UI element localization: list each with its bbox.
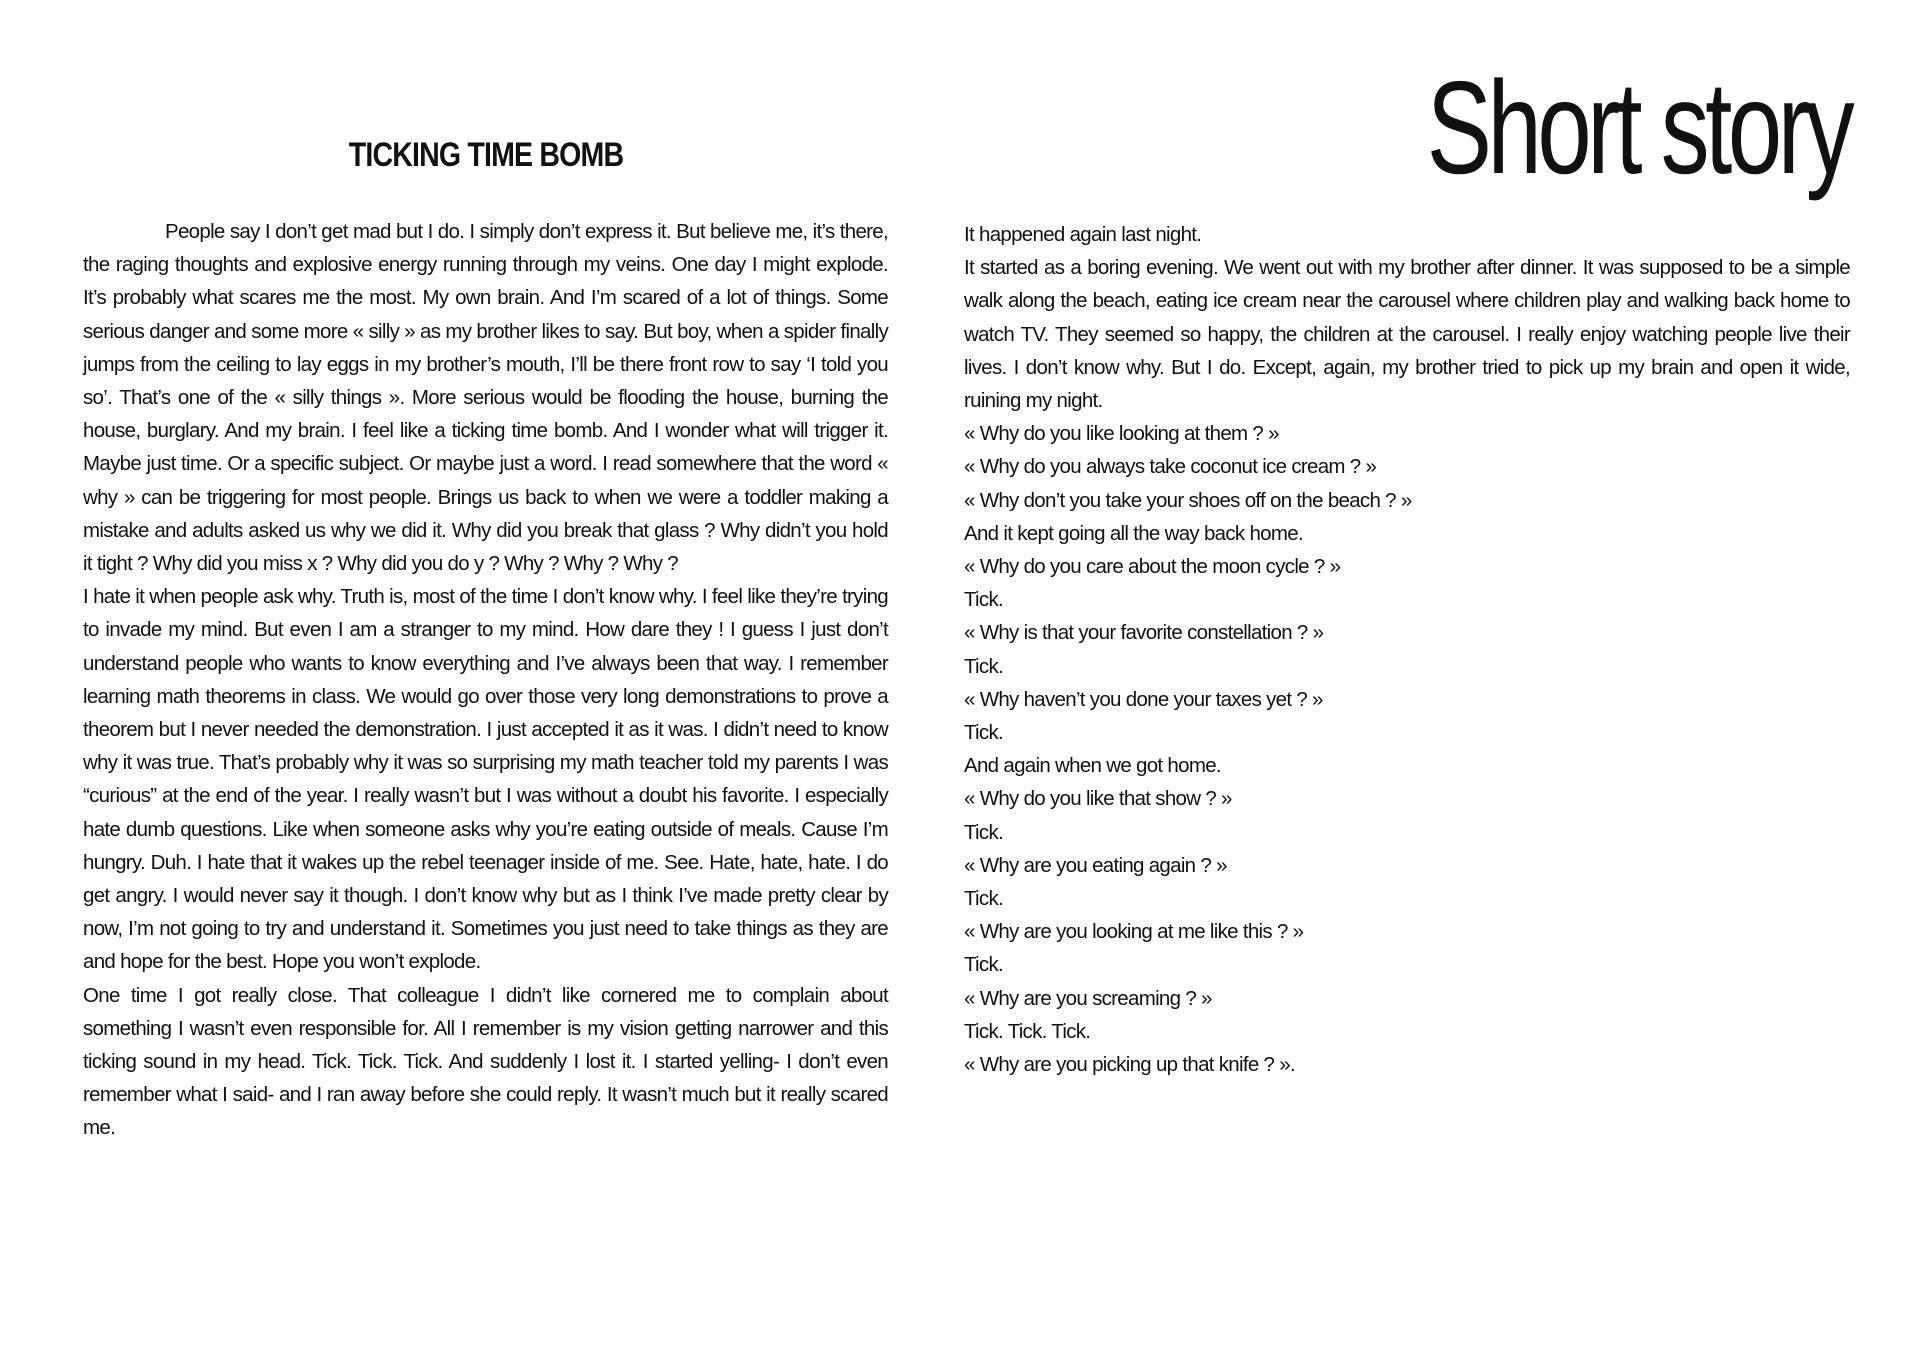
dialogue-line: « Why are you eating again ? » (964, 853, 1227, 877)
tick-line: Tick. (964, 588, 1004, 612)
dialogue-line: « Why haven’t you done your taxes yet ? » (964, 687, 1323, 711)
story-title: TICKING TIME BOMB (348, 136, 624, 174)
dialogue-line: « Why do you care about the moon cycle ? » (964, 555, 1341, 579)
story-paragraph: I hate it when people ask why. Truth is, most of the time I don’t know why. I feel like they’re trying to invade my mind. But even I am a stranger to my mind. How dare they ! I guess I just don’t understand people who wants to know everything and I’ve always been that way. I remember learning math theorems in class. We would go over those very long demonstrations to prove a theorem but I never needed the demonstration. I just accepted it as it was. I didn’t need to know why it was true. That’s probably why it was so surprising my math teacher told my parents I was “curious” at the end of the year. I really wasn’t but I was without a doubt his favorite. I especially hate dumb questions. Like when someone asks why you’re eating outside of meals. Cause I’m hungry. Duh. I hate that it wakes up the rebel teenager inside of me. See. Hate, hate, hate. I do get angry. I would never say it though. I don’t know why but as I think I’ve made pretty clear by now, I’m not going to try and understand it. Sometimes you just need to take things as they are and hope for the best. Hope you won’t explode. (83, 585, 888, 974)
tick-line: Tick. Tick. Tick. (964, 1019, 1091, 1043)
story-line: And it kept going all the way back home. (964, 521, 1303, 545)
tick-line: Tick. (964, 820, 1004, 844)
tick-line: Tick. (964, 887, 1004, 911)
story-paragraph: People say I don’t get mad but I do. I simply don’t express it. But believe me, it’s there, the raging thoughts and explosive energy running through my veins. One day I might explode. It’s probably what scares me the most. My own brain. And I’m scared of a lot of things. Some serious danger and some more « silly » as my brother likes to say. But boy, when a spider finally jumps from the ceiling to lay eggs in my brother’s mouth, I’ll be there front row to say ‘I told you so’. That’s one of the « silly things ». More serious would be flooding the house, burning the house, burglary. And my brain. I feel like a ticking time bomb. And I wonder what will trigger it. Maybe just time. Or a specific subject. Or maybe just a word. I read somewhere that the word « why » can be triggering for most people. Brings us back to when we were a toddler making a mistake and adults asked us why we did it. Why did you break that glass ? Why didn’t you hold it tight ? Why did you miss x ? Why did you do y ? Why ? Why ? Why ? (83, 220, 888, 576)
dialogue-line: « Why is that your favorite constellation ? » (964, 621, 1324, 645)
dialogue-line: « Why are you looking at me like this ? » (964, 920, 1304, 944)
story-column-left (83, 215, 888, 1145)
story-paragraph: One time I got really close. That colleague I didn’t like cornered me to complain about something I wasn’t even responsible for. All I remember is my vision getting narrower and this ticking sound in my head. Tick. Tick. Tick. And suddenly I lost it. I started yelling- I don’t even remember what I said- and I ran away before she could reply. It wasn’t much but it really scared me. (83, 983, 888, 1140)
tick-line: Tick. (964, 654, 1004, 678)
story-line: And again when we got home. (964, 754, 1221, 778)
story-column-right (964, 218, 1850, 1081)
dialogue-line: « Why do you always take coconut ice cream ? » (964, 455, 1377, 479)
dialogue-line: « Why are you picking up that knife ? ». (964, 1053, 1295, 1077)
dialogue-line: « Why don’t you take your shoes off on the beach ? » (964, 488, 1412, 512)
page-heading: Short story (1426, 54, 1850, 201)
dialogue-line: « Why do you like that show ? » (964, 787, 1232, 811)
tick-line: Tick. (964, 721, 1004, 745)
tick-line: Tick. (964, 953, 1004, 977)
story-line: It happened again last night. (964, 223, 1202, 246)
story-paragraph: It started as a boring evening. We went out with my brother after dinner. It was supposed to be a simple walk along the beach, eating ice cream near the carousel where children play and walking back home to watch TV. They seemed so happy, the children at the carousel. I really enjoy watching people live their lives. I don’t know why. But I do. Except, again, my brother tried to pick up my brain and open it wide, ruining my night. (964, 256, 1850, 413)
dialogue-line: « Why are you screaming ? » (964, 986, 1212, 1010)
dialogue-line: « Why do you like looking at them ? » (964, 422, 1279, 446)
